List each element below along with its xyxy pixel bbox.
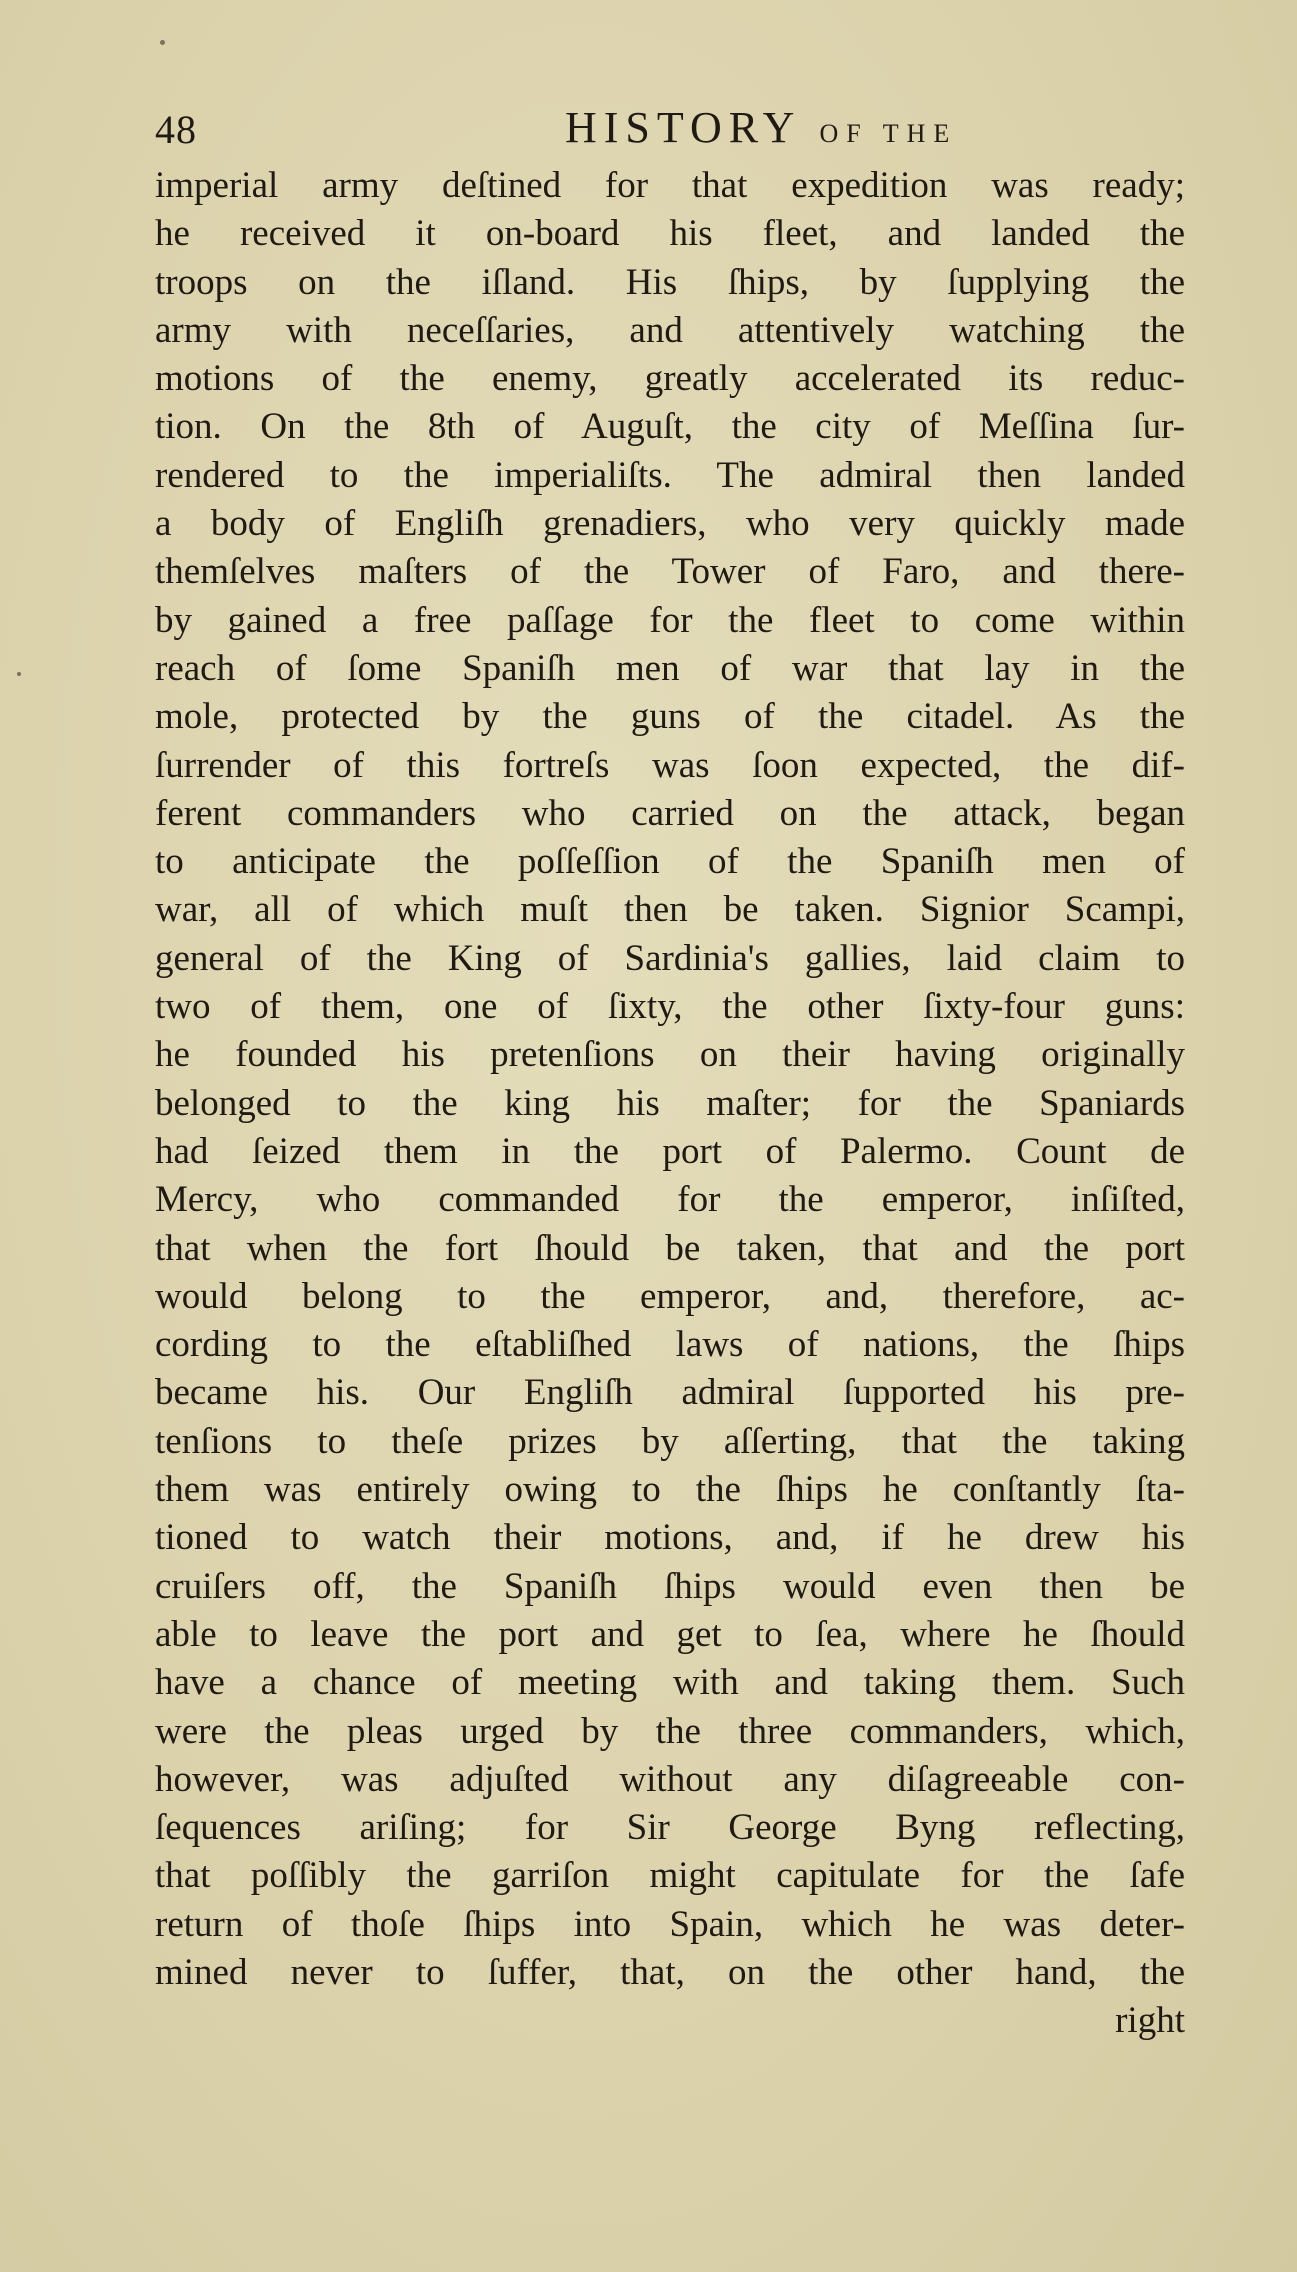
text-line: motions of the enemy, greatly accelerated its reduc-: [155, 358, 1185, 400]
text-line: war, all of which muſt then be taken. Signior Scampi,: [155, 889, 1185, 931]
text-line: that when the fort ſhould be taken, that and the port: [155, 1227, 1185, 1269]
ink-speck: [160, 40, 165, 45]
text-line: able to leave the port and get to ſea, where he ſhould: [155, 1613, 1185, 1655]
text-line: themſelves maſters of the Tower of Faro, and there-: [155, 551, 1185, 593]
text-line: were the pleas urged by the three commanders, which,: [155, 1710, 1185, 1752]
text-line: return of thoſe ſhips into Spain, which he was deter-: [155, 1903, 1185, 1945]
running-title-main: HISTORY: [565, 103, 802, 152]
text-line: imperial army deſtined for that expedition was ready;: [155, 165, 1185, 206]
text-line: cording to the eſtabliſhed laws of nations, the ſhips: [155, 1324, 1185, 1366]
text-line: troops on the iſland. His ſhips, by ſupplying the: [155, 261, 1185, 303]
text-line: Mercy, who commanded for the emperor, inſiſted,: [155, 1179, 1185, 1221]
running-title-small: OF THE: [819, 119, 958, 148]
text-line: army with neceſſaries, and attentively watching the: [155, 309, 1185, 351]
text-line: ferent commanders who carried on the attack, began: [155, 792, 1185, 834]
running-title: [565, 102, 957, 153]
text-line: that poſſibly the garriſon might capitulate for the ſafe: [155, 1855, 1185, 1897]
text-line: to anticipate the poſſeſſion of the Spaniſh men of: [155, 841, 1185, 883]
text-line: a body of Engliſh grenadiers, who very quickly made: [155, 503, 1185, 545]
text-line: general of the King of Sardinia's gallies, laid claim to: [155, 937, 1185, 979]
text-line: had ſeized them in the port of Palermo. Count de: [155, 1130, 1185, 1172]
text-line: he founded his pretenſions on their having originally: [155, 1034, 1185, 1076]
text-line: would belong to the emperor, and, therefore, ac-: [155, 1275, 1185, 1317]
text-line: cruiſers off, the Spaniſh ſhips would even then be: [155, 1565, 1185, 1607]
text-line: mined never to ſuffer, that, on the other hand, the: [155, 1951, 1185, 1993]
page-number: 48: [155, 107, 197, 152]
text-line: belonged to the king his maſter; for the Spaniards: [155, 1082, 1185, 1124]
text-line: tion. On the 8th of Auguſt, the city of Meſſina ſur-: [155, 406, 1185, 448]
text-line: have a chance of meeting with and taking them. Such: [155, 1662, 1185, 1704]
text-line: two of them, one of ſixty, the other ſixty-four guns:: [155, 986, 1185, 1028]
text-line: he received it on-board his fleet, and landed the: [155, 213, 1185, 255]
text-line: by gained a free paſſage for the fleet to come within: [155, 599, 1185, 641]
text-line: became his. Our Engliſh admiral ſupported his pre-: [155, 1372, 1185, 1414]
running-head: [155, 100, 1195, 160]
text-line: ſequences ariſing; for Sir George Byng reflecting,: [155, 1807, 1185, 1849]
text-line: ſurrender of this fortreſs was ſoon expected, the dif-: [155, 744, 1185, 786]
text-line: them was entirely owing to the ſhips he conſtantly ſta-: [155, 1469, 1185, 1511]
text-line: however, was adjuſted without any diſagreeable con-: [155, 1758, 1185, 1800]
text-line: tenſions to theſe prizes by aſſerting, that the taking: [155, 1420, 1185, 1462]
text-line: reach of ſome Spaniſh men of war that lay in the: [155, 647, 1185, 689]
text-line: rendered to the imperialiſts. The admiral then landed: [155, 454, 1185, 496]
text-line: mole, protected by the guns of the citadel. As the: [155, 696, 1185, 738]
text-line: tioned to watch their motions, and, if he drew his: [155, 1517, 1185, 1559]
catchword: right: [1115, 2000, 1185, 2042]
body-text: [155, 162, 1185, 2046]
ink-speck: [17, 672, 21, 676]
